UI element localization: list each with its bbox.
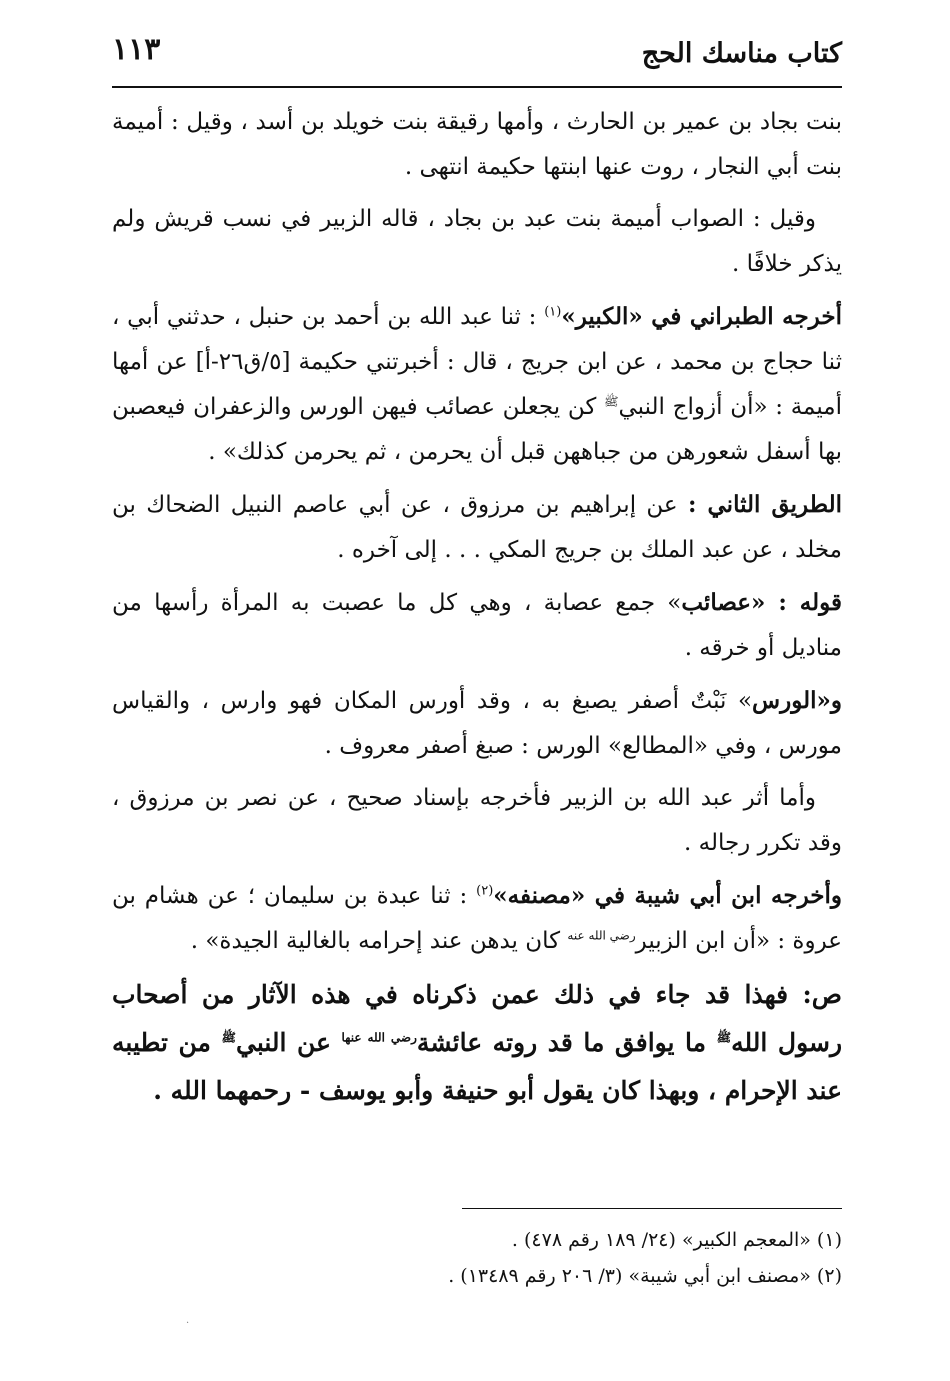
paragraph-4 — [112, 482, 842, 573]
source-heading: أخرجه الطبراني في «الكبير» — [561, 303, 842, 330]
paragraph-7: وأما أثر عبد الله بن الزبير فأخرجه بإسناد صحيح ، عن نصر بن مرزوق ، وقد تكرر رجاله . — [112, 785, 842, 856]
page-number: ١١٣ — [112, 32, 161, 67]
paragraph-8-text-b: كان يدهن عند إحرامه بالغالية الجيدة» . — [190, 928, 568, 954]
source-heading: وأخرجه ابن أبي شيبة في «مصنفه» — [493, 882, 842, 909]
paragraph-5-text: » جمع عصابة ، وهي كل ما عصبت به المرأة رأسها من مناديل أو خرقه . — [112, 590, 842, 661]
honorific-mark: رضي الله عنها — [341, 1030, 417, 1045]
paragraph-9-text-d: من تطيبه عند الإحرام ، وبهذا كان يقول أبو حنيفة وأبو يوسف - رحمهما الله . — [112, 1028, 842, 1105]
footnote-2: (٢) «مصنف ابن أبي شيبة» (٣/ ٢٠٦ رقم ١٣٤٨٩) . — [448, 1265, 842, 1287]
footnotes — [112, 1222, 842, 1294]
paragraph-9-text-b: ما يوافق ما قد روته عائشة — [416, 1028, 717, 1057]
page-header — [112, 28, 842, 88]
paragraph-6-text: » نَبْتٌ أصفر يصبغ به ، وقد أورس المكان فهو وارس ، والقياس مورس ، وفي «المطالع» الورس : صبغ أصفر معروف . — [112, 688, 842, 759]
paragraph-9-text-a: ص: فهذا قد جاء في ذلك عمن ذكرناه في هذه الآثار من أصحاب رسول الله — [112, 980, 843, 1057]
paragraph-6 — [112, 678, 842, 769]
main-text — [112, 100, 842, 1122]
footnote-ref-1: (١) — [544, 304, 562, 320]
paragraph-4-text: عن إبراهيم بن مرزوق ، عن أبي عاصم النبيل الضحاك بن مخلد ، عن عبد الملك بن جريج المكي . . . إلى آخره . — [112, 492, 842, 563]
paragraph-8-text-a: : ثنا عبدة بن سليمان ؛ عن هشام بن عروة : «أن ابن الزبير — [112, 883, 842, 954]
paragraph-2: وقيل : الصواب أميمة بنت عبد بن بجاد ، قاله الزبير في نسب قريش ولم يذكر خلافًا . — [112, 206, 842, 277]
book-title: كتاب مناسك الحج — [641, 38, 842, 69]
honorific-mark: ﷺ — [221, 1030, 236, 1045]
term-wars: الورس — [752, 687, 817, 714]
term-asaib: عصائب — [681, 589, 752, 616]
paragraph-3 — [112, 294, 842, 475]
term-prefix: قوله : « — [751, 589, 842, 616]
paragraph-8 — [112, 873, 842, 964]
route-heading: الطريق الثاني : — [687, 491, 842, 518]
footnote-ref-2: (٢) — [476, 883, 494, 899]
paragraph-9-text-c: عن النبي — [235, 1028, 342, 1057]
footnote-1: (١) «المعجم الكبير» (٢٤/ ١٨٩ رقم ٤٧٨) . — [511, 1229, 842, 1251]
term-prefix: و« — [816, 687, 842, 714]
paragraph-3-text-b: كن يجعلن عصائب فيهن الورس والزعفران فيعصبن بها أسفل شعورهن من جباههن قبل أن يحرمن ، ثم يحرمن كذلك» . — [112, 394, 842, 465]
stray-mark: · — [186, 1318, 190, 1329]
honorific-mark: ﷺ — [716, 1030, 732, 1045]
paragraph-5 — [112, 580, 842, 671]
footnote-divider — [462, 1208, 842, 1209]
paragraph-1: بنت بجاد بن عمير بن الحارث ، وأمها رقيقة بنت خويلد بن أسد ، وقيل : أميمة بنت أبي النجار ، روت عنها ابنتها حكيمة انتهى . — [112, 109, 842, 180]
honorific-mark: رضي الله عنه — [567, 928, 636, 943]
paragraph-9 — [112, 971, 842, 1115]
paragraph-3-text-a: : ثنا عبد الله بن أحمد بن حنبل ، حدثني أبي ، ثنا حجاج بن محمد ، عن ابن جريج ، قال : أخبرتني حكيمة [٥/ق٢٦-أ] عن أمها أميمة : «أن أزواج النبي — [112, 304, 842, 420]
honorific-mark: ﷺ — [604, 394, 619, 409]
